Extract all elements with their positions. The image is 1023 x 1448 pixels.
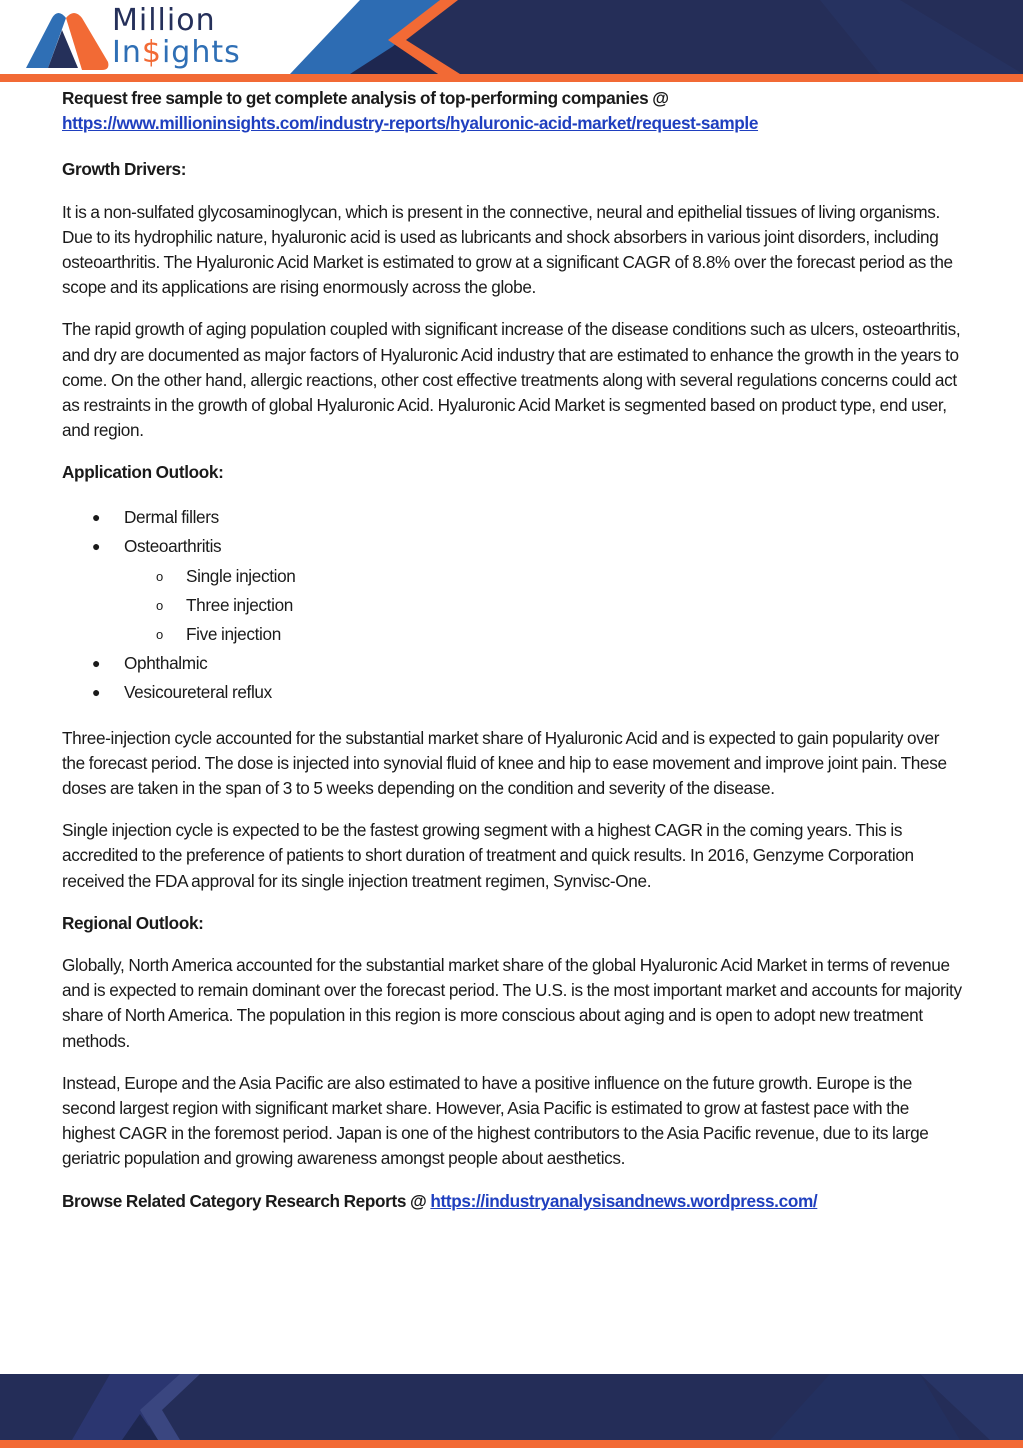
sublist-item-label: Three injection (186, 594, 293, 615)
list-item (62, 532, 962, 649)
intro-block (62, 86, 962, 136)
list-item-label: Vesicoureteral reflux (124, 682, 272, 703)
hollow-bullet-icon: o (156, 568, 163, 584)
bullet-icon: ● (92, 684, 101, 701)
logo-dollar: $ (141, 35, 162, 70)
list-item (62, 503, 962, 533)
hollow-bullet-icon: o (156, 626, 163, 642)
application-outlook-heading: Application Outlook: (62, 462, 224, 483)
sublist-item-label: Five injection (186, 623, 281, 644)
sublist-item (124, 591, 962, 620)
intro-text: Request free sample to get complete analysis of top-performing companies @ (62, 88, 669, 108)
footer-banner (0, 1374, 1023, 1448)
bullet-icon: ● (92, 508, 101, 525)
application-list (62, 503, 962, 708)
logo-insights (112, 35, 241, 70)
regional-paragraph-1: Globally, North America accounted for the substantial market share of the global Hyaluronic Acid Market in terms of revenue and is expected to remain dominant over the forecast period. The U.S. is the most important market and accounts for majority share of North America. The population in this region is more conscious about aging and is open to adopt new treatment methods. (62, 955, 962, 1051)
sublist-item-label: Single injection (186, 565, 296, 586)
osteoarthritis-sublist (124, 562, 962, 649)
browse-block (62, 1189, 962, 1214)
logo-mark-icon (18, 6, 118, 76)
bullet-icon: ● (92, 654, 101, 671)
regional-paragraph-2: Instead, Europe and the Asia Pacific are also estimated to have a positive influence on the future growth. Europe is the second largest region with significant market share. However, Asia Pacific is estimated to grow at fastest pace with the highest CAGR in the foremost period. Japan is one of the highest contributors to the Asia Pacific revenue, due to its large geriatric population and growing awareness amongst people about aesthetics. (62, 1072, 929, 1169)
logo-text (112, 3, 241, 70)
document-body (62, 86, 962, 1231)
logo-insights-suffix: ights (161, 35, 241, 70)
related-reports-link[interactable]: https://industryanalysisandnews.wordpress.com/ (430, 1190, 818, 1211)
bullet-icon: ● (92, 538, 101, 555)
list-item (62, 649, 962, 679)
hollow-bullet-icon: o (156, 597, 163, 613)
growth-paragraph-2: The rapid growth of aging population coupled with significant increase of the disease conditions such as ulcers, osteoarthritis, and dry are documented as major factors of Hyaluronic Acid industry that are estimated to enhance the growth in the years to come. On the other hand, allergic reactions, other cost effective treatments along with several regulations concerns could act as restraints in the growth of global Hyaluronic Acid. Hyaluronic Acid Market is segmented based on product type, end user, and region. (62, 319, 961, 441)
application-paragraph-2: Single injection cycle is expected to be the fastest growing segment with a highest CAGR in the coming years. This is accredited to the preference of patients to short duration of treatment and quick results. In 2016, Genzyme Corporation received the FDA approval for its single injection treatment regimen, Synvisc-One. (62, 820, 914, 891)
sample-request-link[interactable]: https://www.millioninsights.com/industry-reports/hyaluronic-acid-market/request-sample (62, 113, 759, 134)
header-banner (0, 0, 1023, 82)
regional-outlook-heading: Regional Outlook: (62, 912, 204, 933)
list-item-label: Osteoarthritis (124, 536, 222, 557)
footer-graphic (0, 1374, 1023, 1448)
logo-insights-prefix: In (112, 35, 142, 70)
growth-drivers-heading: Growth Drivers: (62, 159, 187, 180)
logo-million: Million (112, 3, 216, 38)
sublist-item (124, 620, 962, 649)
sublist-item (124, 562, 962, 591)
list-item-label: Ophthalmic (124, 652, 208, 673)
list-item-label: Dermal fillers (124, 506, 219, 527)
browse-text: Browse Related Category Research Reports @ (62, 1190, 431, 1211)
application-paragraph-1: Three-injection cycle accounted for the substantial market share of Hyaluronic Acid and is expected to gain popularity over the forecast period. The dose is injected into synovial fluid of knee and hip to ease movement and improve joint pain. These doses are taken in the span of 3 to 5 weeks depending on the condition and severity of the disease. (62, 727, 947, 799)
list-item (62, 678, 962, 708)
growth-paragraph-1: It is a non-sulfated glycosaminoglycan, which is present in the connective, neural and epithelial tissues of living organisms. Due to its hydrophilic nature, hyaluronic acid is used as lubricants and shock absorbers in various joint disorders, including osteoarthritis. The Hyaluronic Acid Market is estimated to grow at a significant CAGR of 8.8% over the forecast period as the scope and its applications are rising enormously across the globe. (62, 201, 953, 298)
